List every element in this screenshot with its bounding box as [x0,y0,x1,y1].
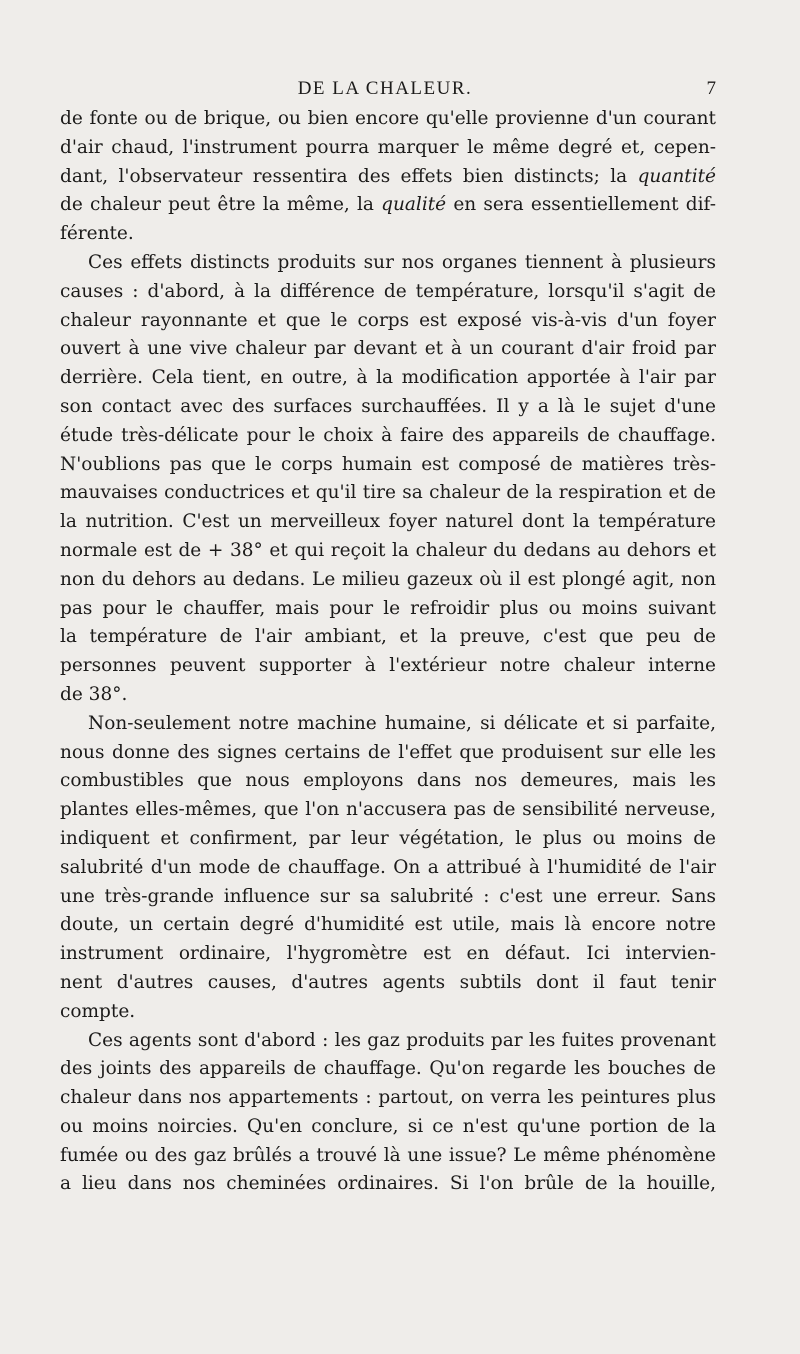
text-line [60,1170,716,1199]
line-text: causes : d'abord, à la différence de température, lorsqu'il s'agit de [60,280,716,302]
italic-term: quantité [637,165,716,187]
text-line [60,1055,716,1084]
line-text: la nutrition. C'est un merveilleux foyer naturel dont la température [60,511,716,533]
text-line [60,739,716,768]
text-line [60,1027,716,1056]
line-text: plantes elles-mêmes, que l'on n'accusera pas de sensibilité nerveuse, [60,799,716,821]
line-text: ouvert à une vive chaleur par devant et à un courant d'air froid par [60,338,716,360]
text-line [60,249,716,278]
text-line [60,796,716,825]
text-line [60,105,716,134]
line-text: de fonte ou de brique, ou bien encore qu'elle provienne d'un courant [60,108,716,129]
text-line [60,566,716,595]
line-text: étude très-délicate pour le choix à faire des appareils de chauffage. [60,424,716,446]
italic-term: qualité [381,194,447,216]
running-head [54,78,716,102]
text-line [60,652,716,681]
text-line [60,998,716,1027]
body-text [60,105,716,1199]
line-text: Ces agents sont d'abord : les gaz produits par les fuites provenant [88,1029,716,1051]
text-line [60,163,716,192]
line-text: personnes peuvent supporter à l'extérieur notre chaleur interne [60,655,716,677]
line-text: a lieu dans nos cheminées ordinaires. Si l'on brûle de la houille, [60,1173,716,1195]
text-line [60,767,716,796]
line-text: fumée ou des gaz brûlés a trouvé là une issue? Le même phénomène [60,1144,716,1166]
text-line [60,422,716,451]
text-line [60,969,716,998]
text-line [60,537,716,566]
line-text: de 38°. [60,683,128,705]
line-text: Ces effets distincts produits sur nos organes tiennent à plusieurs [88,251,716,273]
line-text: férente. [60,223,134,245]
line-text: Non-seulement notre machine humaine, si délicate et si parfaite, [88,712,716,734]
line-text: combustibles que nous employons dans nos demeures, mais les [60,770,716,792]
text-line [60,278,716,307]
text-line [60,364,716,393]
line-text: ou moins noircies. Qu'en conclure, si ce n'est qu'une portion de la [60,1115,716,1137]
text-line [60,681,716,710]
text-line [60,508,716,537]
line-text: pas pour le chauffer, mais pour le refroidir plus ou moins suivant [60,597,716,619]
line-text: normale est de + 38° et qui reçoit la chaleur du dedans au dehors et [60,539,716,561]
text-line [60,595,716,624]
line-text: des joints des appareils de chauffage. Qu'on regarde les bouches de [60,1058,716,1080]
running-title: DE LA CHALEUR. [297,78,473,99]
text-line [60,883,716,912]
line-text: chaleur rayonnante et que le corps est exposé vis-à-vis d'un foyer [60,309,716,331]
line-text: N'oublions pas que le corps humain est composé de matières très- [60,453,716,475]
line-text: la température de l'air ambiant, et la preuve, c'est que peu de [60,626,716,648]
line-text: instrument ordinaire, l'hygromètre est en défaut. Ici intervien- [60,943,716,965]
line-text: dant, l'observateur ressentira des effets bien distincts; la [60,165,628,187]
line-text: de chaleur peut être la même, la [60,194,374,216]
page-number: 7 [706,78,716,99]
line-text: d'air chaud, l'instrument pourra marquer le même degré et, cepen- [60,136,716,158]
text-line [60,854,716,883]
line-text: chaleur dans nos appartements : partout, on verra les peintures plus [60,1087,716,1109]
text-line [60,1084,716,1113]
line-text: doute, un certain degré d'humidité est utile, mais là encore notre [60,914,716,936]
line-text: son contact avec des surfaces surchauffées. Il y a là le sujet d'une [60,395,716,417]
text-line [60,1113,716,1142]
text-line [60,1142,716,1171]
text-line [60,393,716,422]
line-text: mauvaises conductrices et qu'il tire sa chaleur de la respiration et de [60,482,716,504]
line-text: une très-grande influence sur sa salubrité : c'est une erreur. Sans [60,885,716,907]
line-text-rest: en sera essentiellement dif- [453,194,716,216]
text-line [60,623,716,652]
line-text: indiquent et confirment, par leur végétation, le plus ou moins de [60,827,716,849]
text-line [60,710,716,739]
line-text: salubrité d'un mode de chauffage. On a attribué à l'humidité de l'air [60,856,716,878]
text-line [60,479,716,508]
text-line [60,335,716,364]
line-text: compte. [60,1000,136,1022]
line-text: non du dehors au dedans. Le milieu gazeux où il est plongé agit, non [60,568,716,590]
text-line [60,307,716,336]
line-text: nous donne des signes certains de l'effet que produisent sur elle les [60,741,716,763]
text-line [60,911,716,940]
text-line [60,825,716,854]
line-text: derrière. Cela tient, en outre, à la modification apportée à l'air par [60,367,716,389]
line-text: nent d'autres causes, d'autres agents subtils dont il faut tenir [60,971,716,993]
text-line [60,220,716,249]
text-line [60,134,716,163]
text-line [60,451,716,480]
text-line [60,191,716,220]
text-line [60,940,716,969]
